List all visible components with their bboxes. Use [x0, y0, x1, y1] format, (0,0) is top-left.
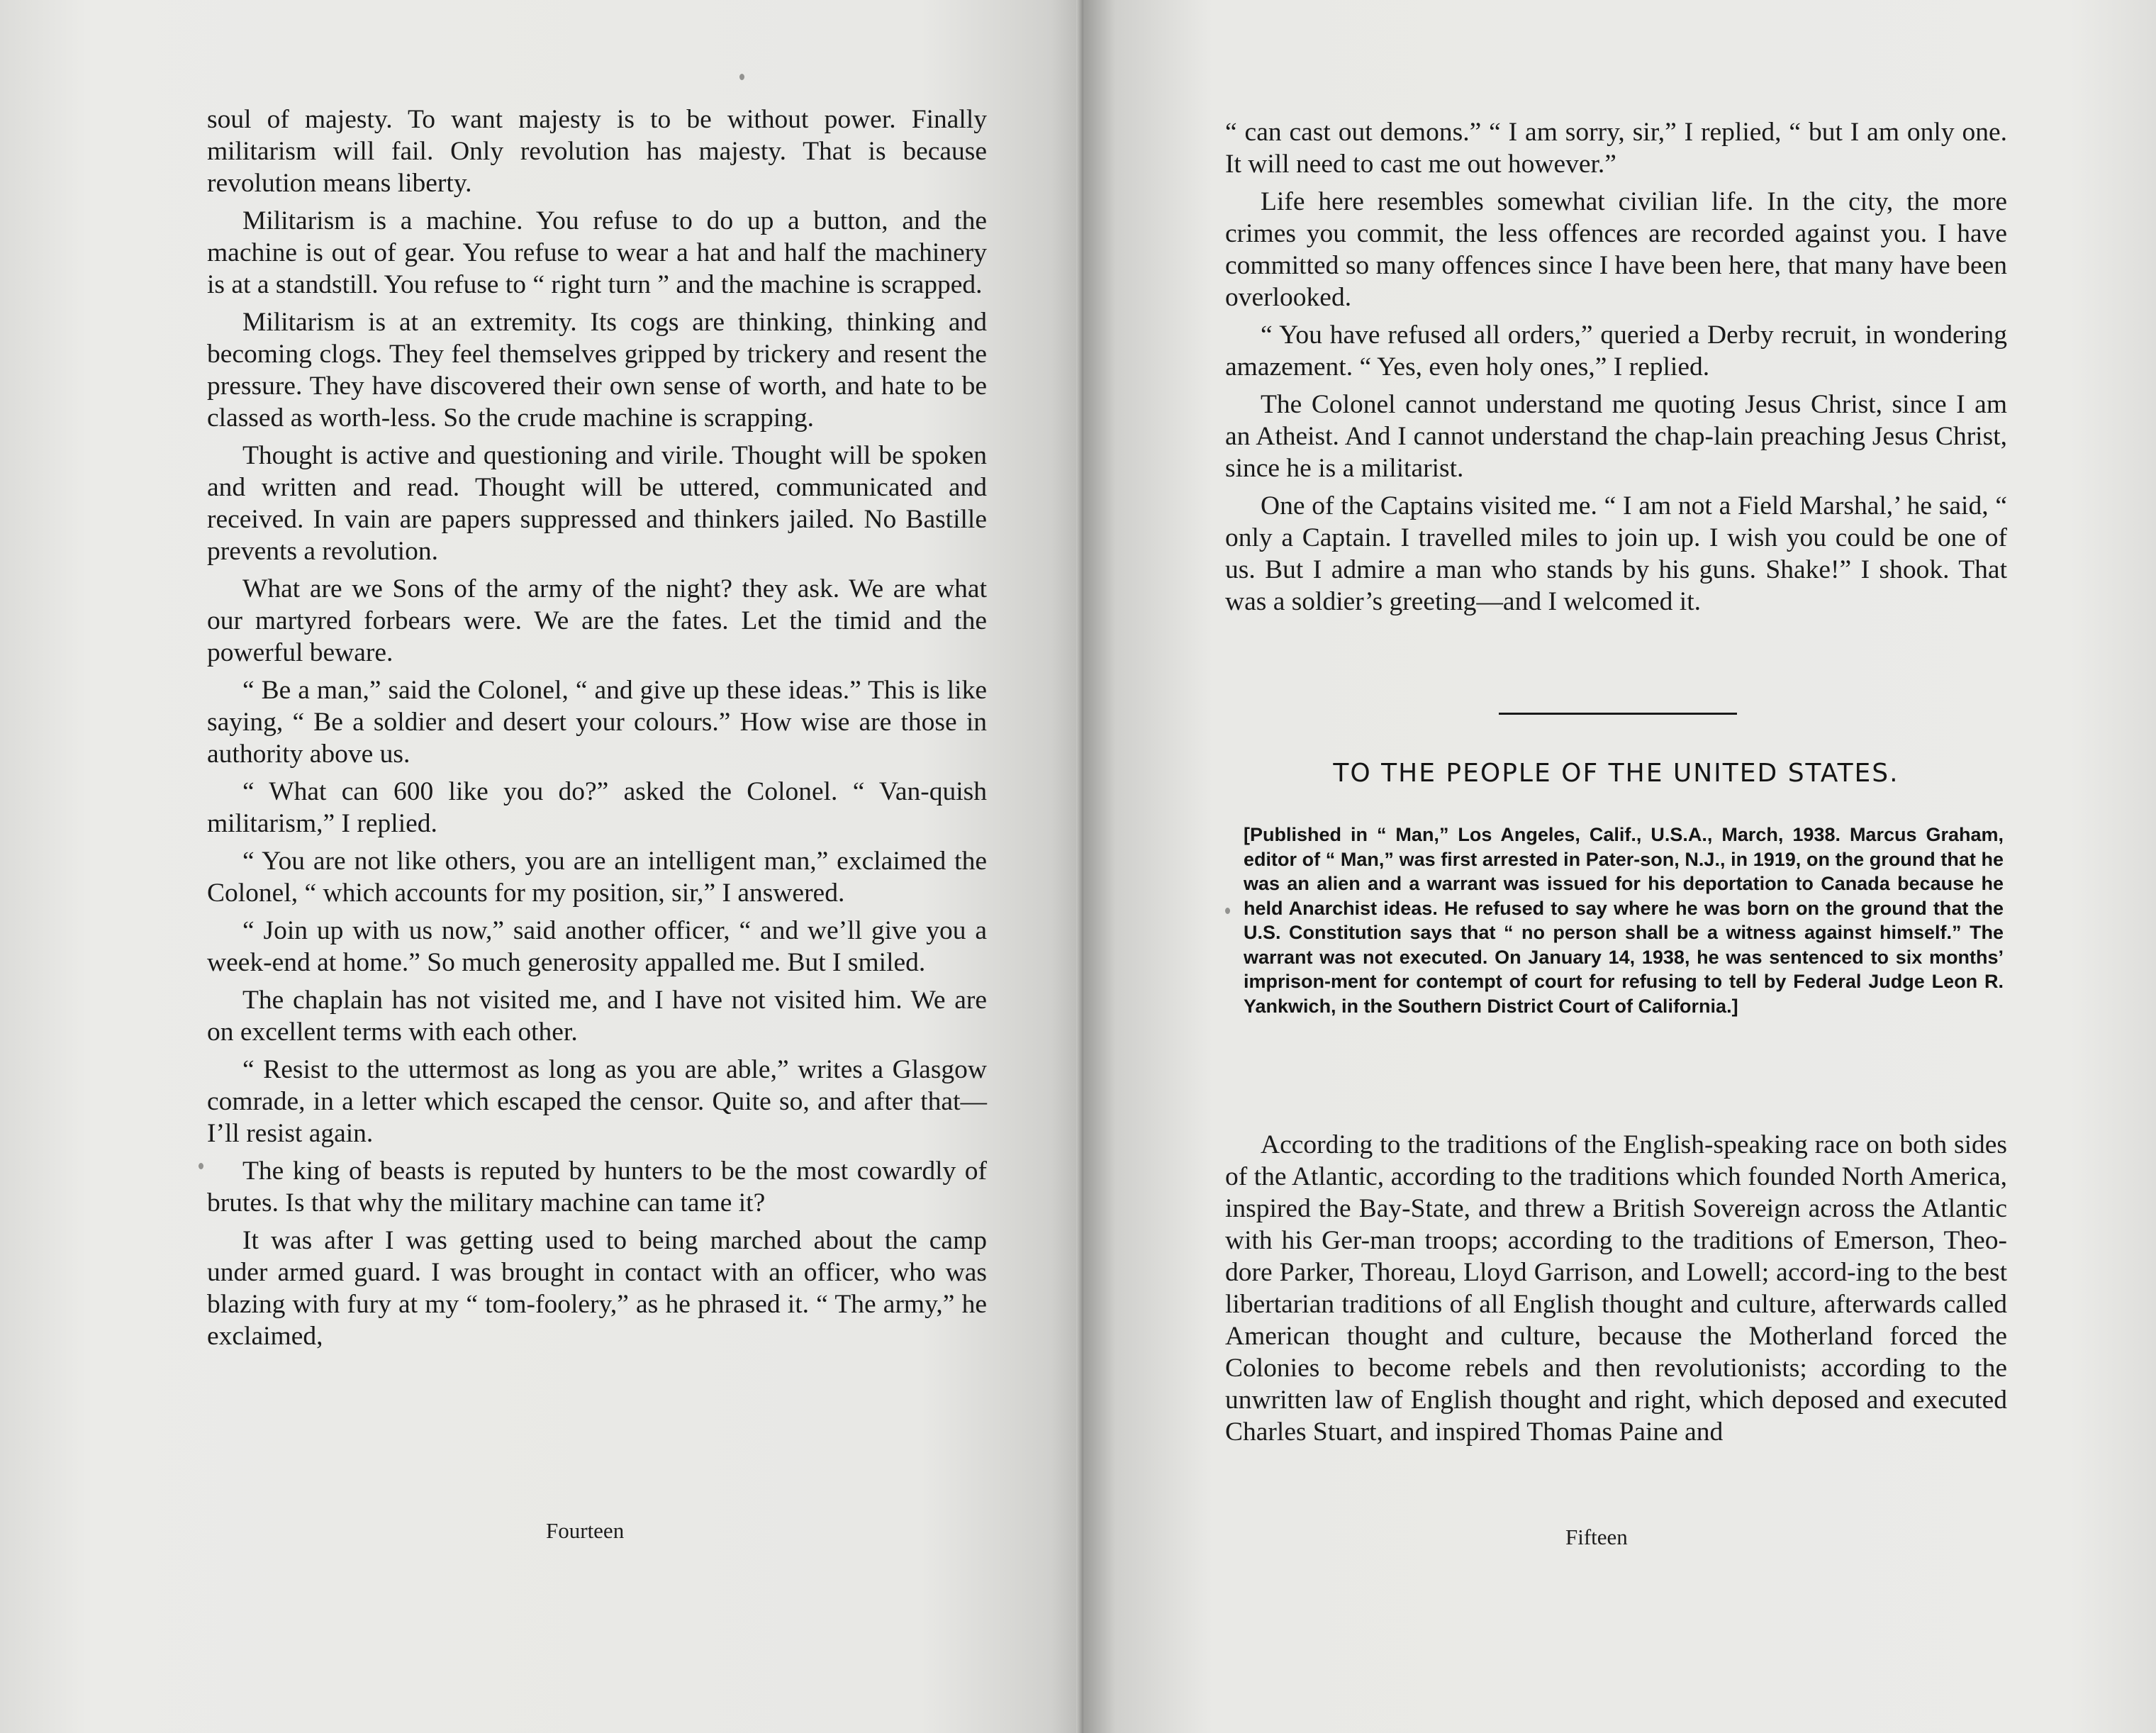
page-number-left: Fourteen [546, 1518, 625, 1543]
paragraph: “ You are not like others, you are an intelligent man,” exclaimed the Colonel, “ which accounts for my position, sir,” I answered. [207, 847, 987, 908]
paragraph: The king of beasts is reputed by hunters to be the most cowardly of brutes. Is that why the military machine can tame it? [207, 1157, 987, 1217]
paragraph: Thought is active and questioning and virile. Thought will be spoken and written and read. Thought will be uttered, communicated and received. In vain are papers suppressed and thinkers jailed. No Bastille prevents a revolution. [207, 441, 987, 566]
editorial-note: [Published in “ Man,” Los Angeles, Calif., U.S.A., March, 1938. Marcus Graham, editor of “ Man,” was first arrested in Pater-son, N.J., in 1919, on the ground that he was an alien and a warrant was issued for his deportation to Canada because he held Anarchist ideas. He refused to say where he was born on the ground that the U.S. Constitution says that “ no person shall be a witness against himself.” The warrant was not executed. On January 14, 1938, he was sentenced to six months’ imprison-ment for contempt of court for refusing to tell by Federal Judge Leon R. Yankwich, in the Southern District Court of California.] [1244, 824, 2004, 1017]
paragraph: “ You have refused all orders,” queried a Derby recruit, in wondering amazement. “ Yes, even holy ones,” I replied. [1225, 321, 2007, 381]
print-speck [199, 1163, 203, 1169]
paragraph: It was after I was getting used to being marched about the camp under armed guard. I was brought in contact with an officer, who was blazing with fury at my “ tom-foolery,” as he phrased it. “ The army,” he exclaimed, [207, 1226, 987, 1351]
page-number-right: Fifteen [1565, 1525, 1628, 1549]
paragraph: The Colonel cannot understand me quoting Jesus Christ, since I am an Atheist. And I cannot understand the chap-lain preaching Jesus Christ, since he is a militarist. [1225, 390, 2007, 483]
section-heading: TO THE PEOPLE OF THE UNITED STATES. [1333, 759, 1899, 788]
right-page-text [1225, 116, 2007, 623]
paragraph: Militarism is a machine. You refuse to do up a button, and the machine is out of gear. You refuse to wear a hat and half the machinery is at a standstill. You refuse to “ right turn ” and the machine is scrapped. [207, 206, 987, 299]
right-page-body [1225, 1129, 2007, 1454]
paragraph: The chaplain has not visited me, and I have not visited him. We are on excellent terms with each other. [207, 986, 987, 1047]
print-speck [1225, 908, 1230, 914]
paragraph: Life here resembles somewhat civilian life. In the city, the more crimes you commit, the less offences are recorded against you. I have committed so many offences since I have been here, that many have been overlooked. [1225, 187, 2007, 312]
paragraph: “ Be a man,” said the Colonel, “ and give up these ideas.” This is like saying, “ Be a soldier and desert your colours.” How wise are those in authority above us. [207, 676, 987, 769]
section-divider [1499, 713, 1737, 715]
paragraph: “ What can 600 like you do?” asked the Colonel. “ Van-quish militarism,” I replied. [207, 777, 987, 838]
paragraph: “ Resist to the uttermost as long as you are able,” writes a Glasgow comrade, in a letter which escaped the censor. Quite so, and after that—I’ll resist again. [207, 1055, 987, 1148]
paragraph: One of the Captains visited me. “ I am not a Field Marshal,’ he said, “ only a Captain. I travelled miles to join up. I wish you could be one of us. But I admire a man who stands by his guns. Shake!” I shook. That was a soldier’s greeting—and I welcomed it. [1225, 491, 2007, 616]
paragraph: According to the traditions of the English-speaking race on both sides of the Atlantic, according to the traditions which founded North America, inspired the Bay-State, and threw a British Sovereign across the Atlantic with his Ger-man troops; according to the traditions of Emerson, Theo-dore Parker, Thoreau, Lloyd Garrison, and Lowell; accord-ing to the best libertarian traditions of all English thought and culture, afterwards called American thought and culture, because the Motherland forced the Colonies to become rebels and then revolutionists; according to the unwritten law of English thought and right, which deposed and executed Charles Stuart, and inspired Thomas Paine and [1225, 1130, 2007, 1447]
paragraph: soul of majesty. To want majesty is to be without power. Finally militarism will fail. Only revolution has majesty. That is because revolution means liberty. [207, 105, 987, 198]
paragraph: “ Join up with us now,” said another officer, “ and we’ll give you a week-end at home.” So much generosity appalled me. But I smiled. [207, 916, 987, 977]
paragraph: “ can cast out demons.” “ I am sorry, sir,” I replied, “ but I am only one. It will need to cast me out however.” [1225, 118, 2007, 179]
right-page [1083, 0, 2156, 1733]
paragraph: Militarism is at an extremity. Its cogs are thinking, thinking and becoming clogs. They feel themselves gripped by trickery and resent the pressure. They have discovered their own sense of worth, and hate to be classed as worth-less. So the crude machine is scrapping. [207, 308, 987, 433]
paragraph: What are we Sons of the army of the night? they ask. We are what our martyred forbears were. We are the fates. Let the timid and the powerful beware. [207, 574, 987, 667]
print-speck [739, 74, 744, 80]
left-page-text [207, 104, 987, 1358]
